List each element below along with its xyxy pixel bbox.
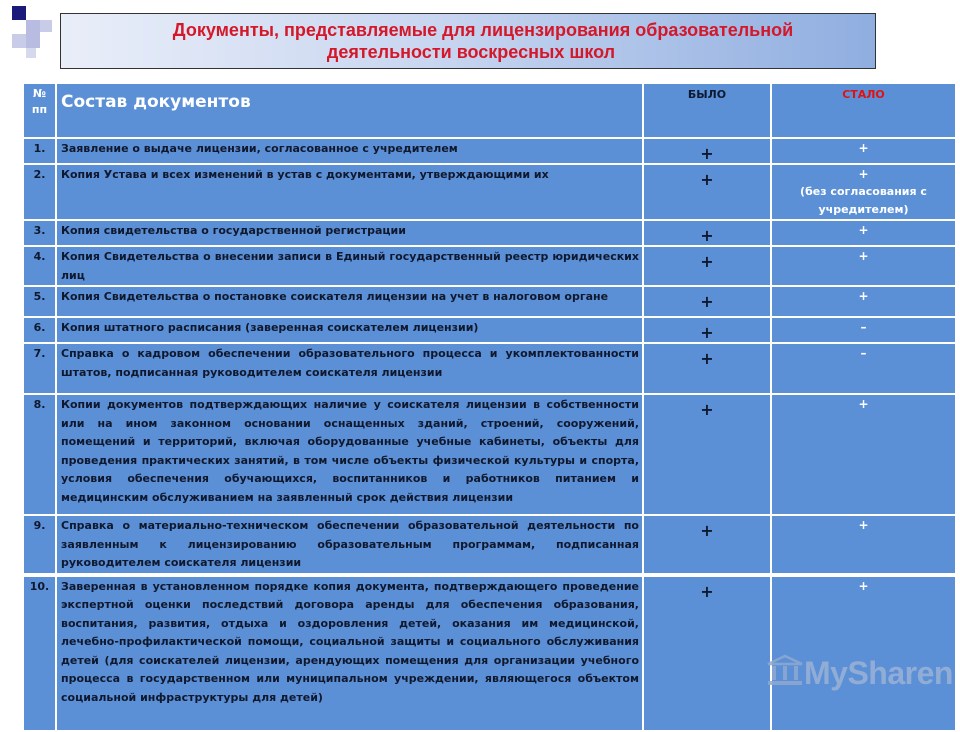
became-mark: + [858, 289, 869, 303]
documents-table [22, 82, 957, 732]
row-number: 1. [23, 138, 56, 164]
table-row [23, 575, 956, 731]
was-mark: + [700, 521, 714, 540]
was-mark: + [700, 170, 714, 189]
became-mark: + [858, 518, 869, 532]
was-mark: + [700, 349, 714, 368]
row-was [643, 515, 771, 575]
row-became [771, 138, 956, 164]
row-became [771, 164, 956, 220]
row-was [643, 286, 771, 317]
graduation-building-icon [766, 654, 804, 693]
deco-square [12, 34, 26, 48]
became-mark: + [858, 167, 869, 181]
row-number: 6. [23, 317, 56, 343]
row-became [771, 394, 956, 515]
table-row [23, 317, 956, 343]
row-was [643, 343, 771, 394]
table-header-row [23, 83, 956, 138]
slide-title-line-1: Документы, представляемые для лицензирования образовательной [172, 20, 794, 40]
table-row [23, 138, 956, 164]
became-note: (без согласования с учредителем) [800, 185, 927, 216]
row-number: 3. [23, 220, 56, 246]
table-row [23, 515, 956, 575]
watermark-text: MySharen [804, 655, 953, 691]
row-was [643, 317, 771, 343]
table-row [23, 246, 956, 286]
row-was [643, 138, 771, 164]
row-became [771, 317, 956, 343]
row-was [643, 575, 771, 731]
row-was [643, 220, 771, 246]
corner-decoration [0, 0, 60, 70]
became-mark: + [858, 578, 869, 593]
row-document: Заявление о выдаче лицензии, согласованное с учредителем [56, 138, 643, 164]
was-mark: + [700, 144, 714, 163]
became-mark: + [858, 249, 869, 263]
header-number: № пп [23, 83, 56, 138]
became-mark: + [858, 223, 869, 237]
deco-square [12, 6, 26, 20]
was-mark: + [700, 400, 714, 419]
became-mark: – [860, 320, 867, 334]
header-became: СТАЛО [771, 83, 956, 138]
table-row [23, 220, 956, 246]
row-number: 7. [23, 343, 56, 394]
was-mark: + [700, 581, 714, 601]
slide-title-box [60, 13, 876, 69]
header-was: БЫЛО [643, 83, 771, 138]
row-document: Копия Устава и всех изменений в устав с документами, утверждающими их [56, 164, 643, 220]
row-became [771, 343, 956, 394]
table-row [23, 343, 956, 394]
was-mark: + [700, 292, 714, 311]
table-row [23, 394, 956, 515]
row-document: Справка о кадровом обеспечении образовательного процесса и укомплектованности штатов, подписанная руководителем соискателя лицензии [56, 343, 643, 394]
deco-square [40, 20, 52, 32]
row-document: Копия штатного расписания (заверенная соискателем лицензии) [56, 317, 643, 343]
row-document: Копии документов подтверждающих наличие у соискателя лицензии в собственности или на ином законном основании оснащенных зданий, строений, сооружений, помещений и территорий, включая оборудованные учебные кабинеты, объекты для проведения практических занятий, в том числе объекты физической культуры и спорта, условия обеспечения обучающихся, воспитанников и работников питанием и медицинским обслуживанием на заявленный срок действия лицензии [56, 394, 643, 515]
row-document: Заверенная в установленном порядке копия документа, подтверждающего проведение экспертной оценки последствий договора аренды для обеспечения образования, воспитания, развития, отдыха и оздоровления детей, оказания им медицинской, лечебно-профилактической помощи, социальной защиты и социального обслуживания детей (для соискателей лицензии, арендующих помещения для организации учебного процесса в государственном или муниципальном учреждении, являющегося объектом социальной инфраструктуры для детей) [56, 575, 643, 731]
row-document: Копия свидетельства о государственной регистрации [56, 220, 643, 246]
was-mark: + [700, 323, 714, 342]
header-documents: Состав документов [56, 83, 643, 138]
was-mark: + [700, 226, 714, 245]
row-was [643, 394, 771, 515]
row-document: Копия Свидетельства о внесении записи в Единый государственный реестр юридических лиц [56, 246, 643, 286]
became-mark: – [860, 346, 867, 360]
table-row [23, 164, 956, 220]
row-document: Справка о материально-техническом обеспечении образовательной деятельности по заявленным к лицензированию образовательным программам, подписанная руководителем соискателя лицензии [56, 515, 643, 575]
row-number: 4. [23, 246, 56, 286]
became-mark: + [858, 397, 869, 411]
row-was [643, 164, 771, 220]
deco-square [26, 34, 40, 48]
row-became [771, 220, 956, 246]
row-became [771, 286, 956, 317]
row-number: 5. [23, 286, 56, 317]
row-number: 8. [23, 394, 56, 515]
row-number: 10. [23, 575, 56, 731]
deco-square [26, 48, 36, 58]
watermark [766, 654, 953, 693]
row-number: 2. [23, 164, 56, 220]
table-row [23, 286, 956, 317]
row-document: Копия Свидетельства о постановке соискателя лицензии на учет в налоговом органе [56, 286, 643, 317]
slide-title-line-2: деятельности воскресных школ [326, 42, 616, 62]
row-was [643, 246, 771, 286]
was-mark: + [700, 252, 714, 271]
deco-square [26, 20, 40, 34]
became-mark: + [858, 141, 869, 155]
row-became [771, 515, 956, 575]
row-became [771, 246, 956, 286]
row-became [771, 575, 956, 731]
row-number: 9. [23, 515, 56, 575]
